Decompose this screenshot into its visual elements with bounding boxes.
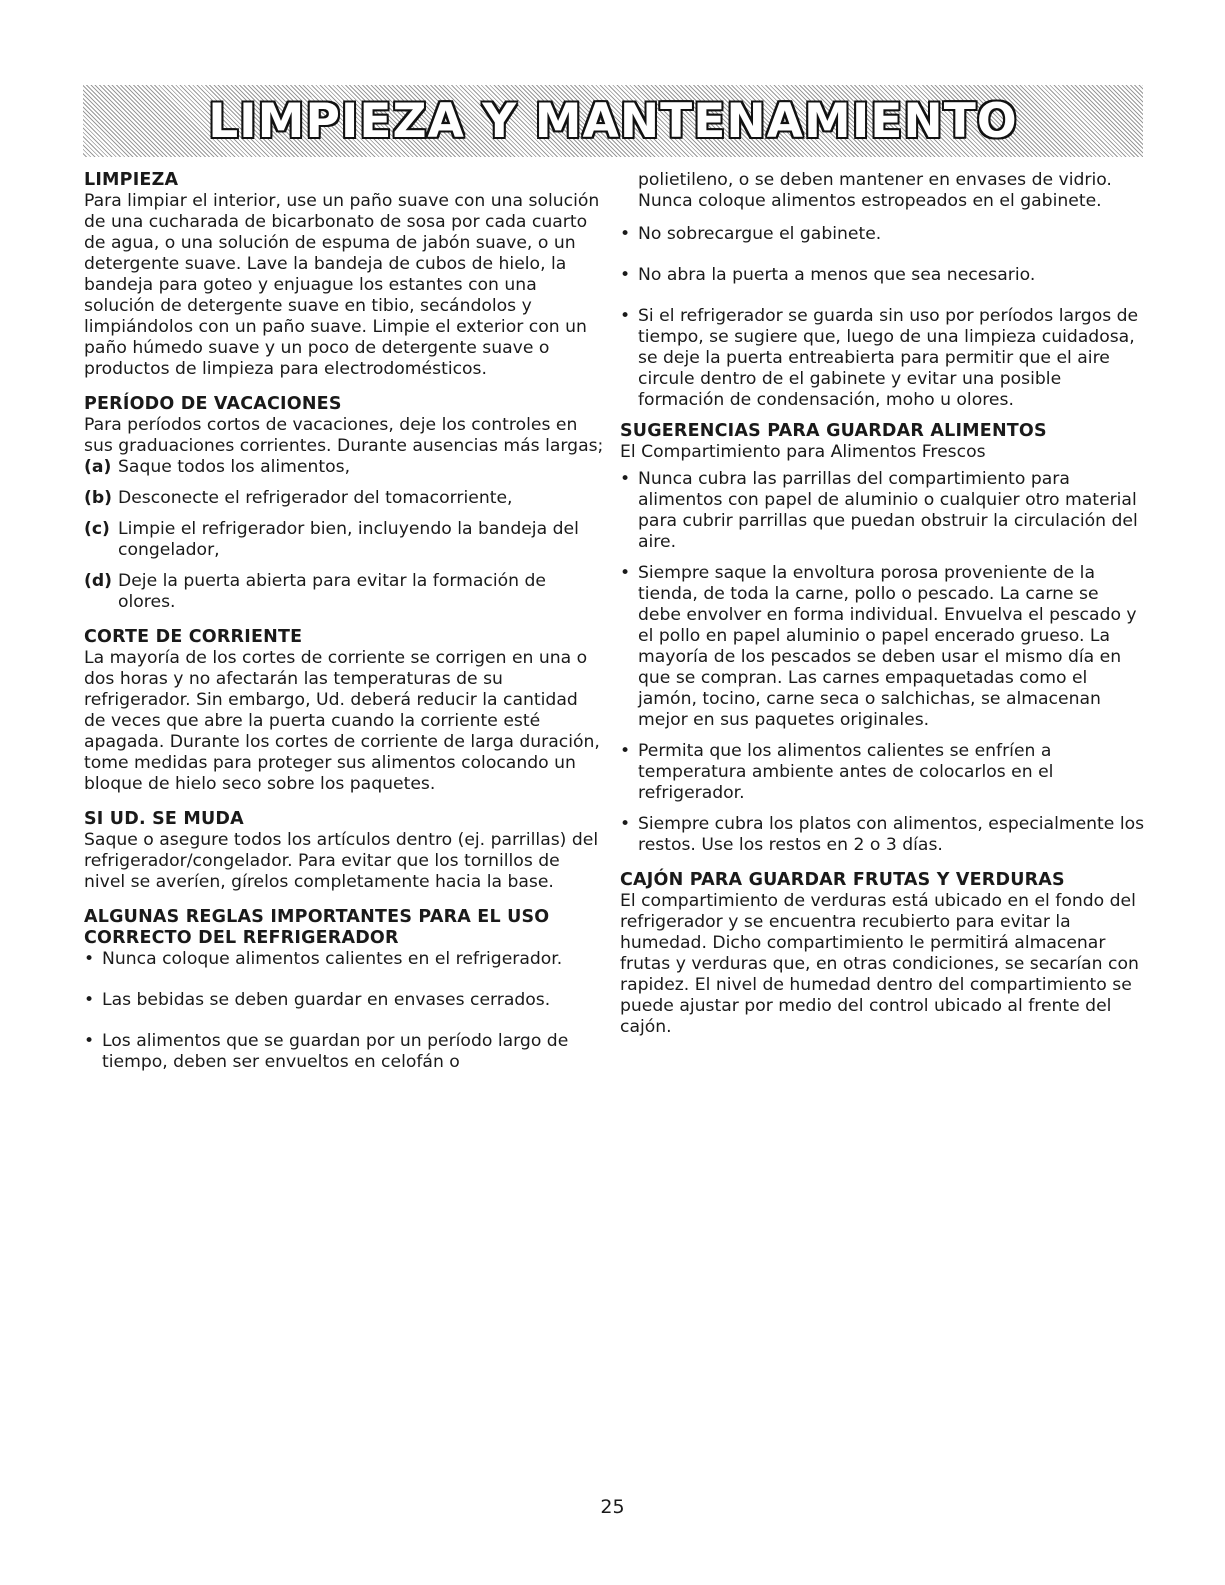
list-text: Los alimentos que se guardan por un período largo de tiempo, deben ser envueltos en celofán o [102, 1031, 569, 1072]
bullet-icon: • [84, 1031, 95, 1051]
list-text: Saque todos los alimentos, [118, 457, 351, 477]
list-text: Permita que los alimentos calientes se enfríen a temperatura ambiente antes de colocarlos en el refrigerador. [638, 741, 1054, 803]
list-text: Limpie el refrigerador bien, incluyendo la bandeja del congelador, [118, 519, 579, 560]
list-item [620, 469, 1145, 553]
list-marker: (c) [84, 519, 110, 539]
list-item [84, 990, 604, 1011]
section-heading: CAJÓN PARA GUARDAR FRUTAS Y VERDURAS [620, 870, 1065, 890]
section-cajon [620, 870, 1145, 1038]
section-corte [84, 627, 604, 795]
section-heading: LIMPIEZA [84, 170, 179, 190]
list-item [620, 265, 1145, 286]
continuation-text: polietileno, o se deben mantener en envases de vidrio. Nunca coloque alimentos estropeados en el gabinete. [638, 170, 1112, 211]
section-heading: ALGUNAS REGLAS IMPORTANTES PARA EL USO CORRECTO DEL REFRIGERADOR [84, 907, 550, 948]
list-item [620, 741, 1145, 804]
bullet-icon: • [620, 741, 631, 761]
section-body: Saque o asegure todos los artículos dentro (ej. parrillas) del refrigerador/congelador. Para evitar que los tornillos de nivel se averíen, gírelos completamente hacia la base. [84, 830, 599, 892]
list-item [620, 224, 1145, 245]
bullet-icon: • [84, 990, 95, 1010]
list-text: Deje la puerta abierta para evitar la formación de olores. [118, 571, 546, 612]
page-number: 25 [600, 1496, 625, 1518]
left-column [84, 170, 604, 1087]
page-title: LIMPIEZA Y MANTENAMIENTO [208, 93, 1018, 149]
section-vacaciones [84, 394, 604, 613]
section-heading: SUGERENCIAS PARA GUARDAR ALIMENTOS [620, 421, 1047, 441]
section-heading: PERÍODO DE VACACIONES [84, 394, 342, 414]
section-heading: SI UD. SE MUDA [84, 809, 244, 829]
section-body: El compartimiento de verduras está ubicado en el fondo del refrigerador y se encuentra recubierto para evitar la humedad. Dicho compartimiento le permitirá almacenar frutas y verduras que, en otras condiciones, se secarían con rapidez. El nivel de humedad dentro del compartimiento se puede ajustar por medio del control ubicado al frente del cajón. [620, 891, 1139, 1037]
list-marker: (d) [84, 571, 113, 591]
list-item [84, 949, 604, 970]
list-text: Siempre saque la envoltura porosa proveniente de la tienda, de toda la carne, pollo o pescado. La carne se debe envolver en forma individual. Envuelva el pescado y el pollo en papel aluminio o papel encerado grueso. La mayoría de los pescados se deben usar el mismo día en que se compran. Las carnes empaquetadas como el jamón, tocino, carne seca o salchichas, se almacenan mejor en sus paquetes originales. [638, 563, 1137, 730]
section-sugerencias [620, 421, 1145, 856]
list-item [620, 814, 1145, 856]
bullet-icon: • [620, 224, 631, 244]
bullet-list [84, 949, 604, 1073]
section-limpieza [84, 170, 604, 380]
bullet-icon: • [620, 563, 631, 583]
list-item [84, 1031, 604, 1073]
list-text: No abra la puerta a menos que sea necesario. [638, 265, 1036, 285]
list-text: Si el refrigerador se guarda sin uso por períodos largos de tiempo, se sugiere que, luego de una limpieza cuidadosa, se deje la puerta entreabierta para permitir que el aire circule dentro de el gabinete y evitar una posible formación de condensación, moho u olores. [638, 306, 1139, 410]
right-column [620, 170, 1145, 1052]
list-item [620, 306, 1145, 411]
section-mudanza [84, 809, 604, 893]
bullet-icon: • [620, 814, 631, 834]
list-text: No sobrecargue el gabinete. [638, 224, 882, 244]
list-text: Nunca cubra las parrillas del compartimiento para alimentos con papel de aluminio o cualquier otro material para cubrir parrillas que puedan obstruir la circulación del aire. [638, 469, 1138, 552]
list-item [84, 519, 604, 561]
list-text: Siempre cubra los platos con alimentos, especialmente los restos. Use los restos en 2 o 3 días. [638, 814, 1145, 855]
bullet-icon: • [620, 306, 631, 326]
list-marker: (b) [84, 488, 113, 508]
list-item [84, 571, 604, 613]
section-body: La mayoría de los cortes de corriente se corrigen en una o dos horas y no afectarán las temperaturas de su refrigerador. Sin embargo, Ud. deberá reducir la cantidad de veces que abre la puerta cuando la corriente esté apagada. Durante los cortes de corriente de larga duración, tome medidas para proteger sus alimentos colocando un bloque de hielo seco sobre los paquetes. [84, 648, 600, 794]
list-text: Las bebidas se deben guardar en envases cerrados. [102, 990, 551, 1010]
section-reglas [84, 907, 604, 1073]
bullet-icon: • [620, 265, 631, 285]
list-item [84, 457, 604, 478]
bullet-icon: • [84, 949, 95, 969]
section-heading: CORTE DE CORRIENTE [84, 627, 303, 647]
list-text: Desconecte el refrigerador del tomacorriente, [118, 488, 513, 508]
bullet-icon: • [620, 469, 631, 489]
section-subheading: El Compartimiento para Alimentos Frescos [620, 442, 986, 462]
section-body: Para períodos cortos de vacaciones, deje los controles en sus graduaciones corrientes. Durante ausencias más largas; [84, 415, 604, 456]
title-banner [83, 85, 1143, 157]
section-body: Para limpiar el interior, use un paño suave con una solución de una cucharada de bicarbonato de sosa por cada cuarto de agua, o una solución de espuma de jabón suave, o un detergente suave. Lave la bandeja de cubos de hielo, la bandeja para goteo y enjuague los estantes con una solución de detergente suave en tibio, secándolos y limpiándolos con un paño suave. Limpie el exterior con un paño húmedo suave y un poco de detergente suave o productos de limpieza para electrodomésticos. [84, 191, 600, 379]
list-item [620, 563, 1145, 731]
list-marker: (a) [84, 457, 112, 477]
bullet-list [620, 469, 1145, 856]
bullet-list [620, 224, 1145, 411]
list-text: Nunca coloque alimentos calientes en el refrigerador. [102, 949, 563, 969]
list-item [84, 488, 604, 509]
